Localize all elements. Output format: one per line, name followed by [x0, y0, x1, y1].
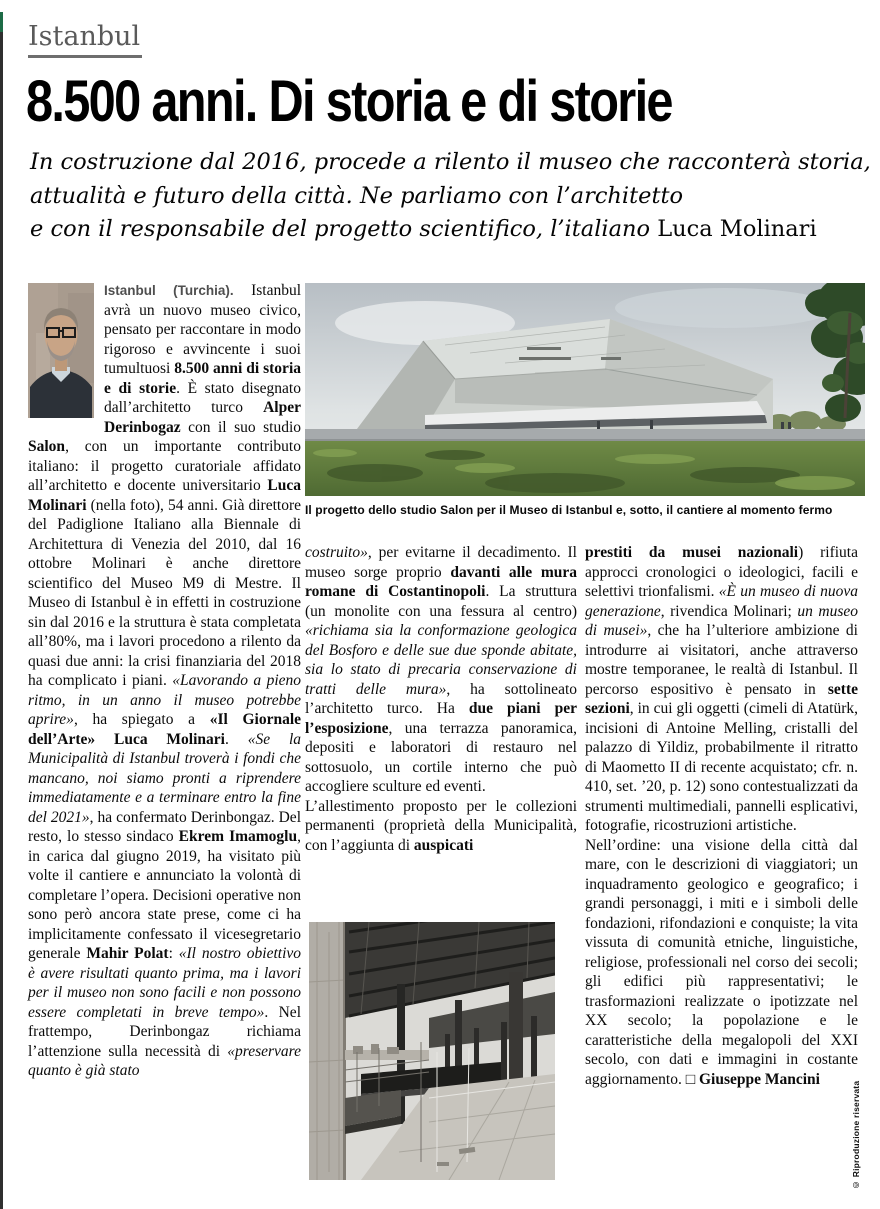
section-kicker: Istanbul — [28, 22, 142, 58]
museum-render-illustration — [305, 283, 865, 496]
museum-render-photo — [305, 283, 865, 496]
construction-illustration — [309, 922, 555, 1180]
column-3 — [585, 543, 858, 1089]
headline: 8.500 anni. Di storia e di storie — [26, 69, 672, 134]
construction-site-photo — [309, 922, 555, 1180]
page-edge-green-mark — [0, 12, 3, 32]
column-3-text: prestiti da musei nazionali) rifiuta approcci cronologici o ideologici, facili e selettivi trionfalismi. «È un museo di nuova generazione, rivendica Molinari; un museo di musei», che ha l’ulteriore ambizione di introdurre ai visitatori, anche attraverso mostre temporanee, le realtà di Istanbul. Il percorso espositivo è pensato in sette sezioni, in cui gli oggetti (cimeli di Atatürk, incisioni di Antoine Melling, cristalli del palazzo di Yildiz, probabilmente il ritratto di Maometto II di recente acquistato; cfr. n. 410, set. ’20, p. 12) sono contestualizzati da strumenti multimediali, pannelli esplicativi, fotografie, ricostruzioni artistiche. Nell’ordine: una visione della città dal mare, con le descrizioni di viaggiatori; un inquadramento geologico e geografico; i grandi personaggi, i miti e i simboli delle fondazioni, rifondazioni e conquiste; la vita vissuta di comunità etniche, linguistiche, religiose, professionali nel corso dei secoli; gli edifici più rappresentativi; le trasformazioni realizzate o ipotizzate nel XX secolo; la popolazione e le caratteristiche della megalopoli del XXI secolo, con dati e immagini in costante aggiornamento. □ Giuseppe Mancini — [585, 544, 859, 1088]
column-1 — [28, 281, 301, 1081]
deck: In costruzione dal 2016, procede a rilento il museo che racconterà storia, attualità e futuro della città. Ne parliamo con l’architetto e con il responsabile del progetto scientifico, l’italiano Luca Molinari — [30, 149, 871, 242]
museum-figure — [305, 283, 865, 517]
column-2-text: costruito», per evitarne il decadimento. Il museo sorge proprio davanti alle mura romane di Costantinopoli. La struttura (un monolite con una fessura al centro) «richiama sia la conformazione geologica del Bosforo e delle sue due sponde abitate, sia lo stato di precaria conservazione di tratti delle mura», ha sottolineato l’architetto turco. Ha due piani per l’esposizione, una terrazza panoramica, depositi e laboratori di restauro nel sottosuolo, un cortile interno che può accogliere sculture ed eventi. L’allestimento proposto per le collezioni permanenti (proprietà della Municipalità, con l’aggiunta di auspicati — [305, 544, 578, 854]
column-2 — [305, 543, 577, 855]
column-1-text: Istanbul (Turchia). Istanbul avrà un nuovo museo civico, pensato per raccontare in modo rigoroso e avvincente i suoi tumultuosi 8.500 anni di storia e di storie. È stato disegnato dall’architetto turco Alper Derinbogaz con il suo studio Salon, con un importante contributo italiano: il progetto curatoriale affidato all’architetto e docente universitario Luca Molinari (nella foto), 54 anni. Già direttore del Padiglione Italiano alla Biennale di Architettura di Venezia del 2010, dal 16 ottobre Molinari è anche direttore scientifico del Museo M9 di Mestre. Il Museo di Istanbul è in effetti in costruzione sin dal 2016 e la struttura è stata completata all’80%, ma i lavori procedono a rilento da quasi due anni: la crisi finanziaria del 2018 ha complicato i piani. «Lavorando a pieno ritmo, in un anno il museo potrebbe aprire», ha spiegato a «Il Giornale dell’Arte» Luca Molinari. «Se la Municipalità di Istanbul troverà i fondi che mancano, noi siamo pronti a riprendere immediatamente e a terminare entro la fine del 2021», ha confermato Derinbongaz. Del resto, lo stesso sindaco Ekrem Imamoglu, in carica dal giugno 2019, ha visitato più volte il cantiere e annunciato la volontà di completare l’opera. Decisioni operative non sono però ancora state prese, come ci ha implicitamente confessato il vicesegretario generale Mahir Polat: «Il nostro obiettivo è avere risultati quanto prima, ma i lavori per il museo non sono facili e non possono essere completati in breve tempo». Nel frattempo, Derinbongaz richiama l’attenzione sulla necessità di «preservare quanto è già stato — [28, 282, 302, 1079]
copyright-vertical: © Riproduzione riservata — [851, 1080, 861, 1190]
museum-caption: Il progetto dello studio Salon per il Museo di Istanbul e, sotto, il cantiere al momento fermo — [305, 503, 833, 517]
portrait-photo-luca-molinari — [28, 283, 94, 418]
portrait-illustration — [28, 283, 94, 418]
page-edge-line — [0, 12, 3, 1209]
